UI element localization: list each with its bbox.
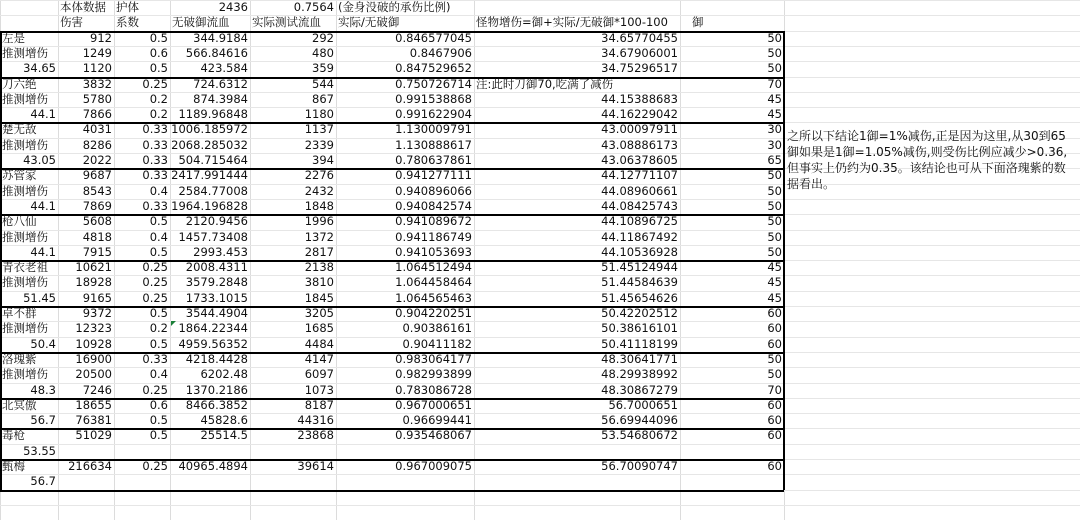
- comment-indicator-icon[interactable]: [171, 321, 176, 326]
- cell-ratio: 0.941053693: [395, 245, 472, 259]
- row-label: 洛瑰紫: [2, 352, 37, 366]
- row-label: 推测增伤: [2, 46, 48, 60]
- cell-coefficient: 0.33: [142, 122, 168, 136]
- cell-defense: 70: [767, 77, 782, 91]
- cell-ratio: 0.8467906: [409, 46, 472, 60]
- cell-no-break-bleed: 874.3984: [193, 92, 248, 106]
- cell-damage: 76381: [75, 413, 112, 427]
- col-header-damage: 伤害: [60, 15, 83, 30]
- cell-no-break-bleed: 2993.453: [193, 245, 248, 259]
- cell-damage: 9687: [82, 168, 112, 182]
- cell-defense: 50: [767, 214, 782, 228]
- cell-ratio: 1.130888617: [395, 138, 472, 152]
- row-label: 56.7: [30, 413, 56, 427]
- cell-actual-bleed: 2817: [304, 245, 334, 259]
- row-label: 卓不群: [2, 306, 37, 320]
- cell-no-break-bleed: 504.715464: [178, 153, 248, 167]
- cell-damage: 7866: [82, 107, 112, 121]
- cell-no-break-bleed: 2068.285032: [171, 138, 248, 152]
- cell-actual-bleed: 1372: [304, 230, 334, 244]
- cell-defense: 60: [767, 321, 782, 335]
- cell-monster-bonus: 56.69944096: [601, 413, 678, 427]
- header-value-07564: 0.7564: [293, 0, 334, 14]
- cell-ratio: [336, 474, 474, 489]
- cell-damage: [58, 474, 114, 489]
- cell-coefficient: 0.6: [149, 398, 168, 412]
- cell-monster-bonus: 34.67906001: [601, 46, 678, 60]
- cell-actual-bleed: 3810: [304, 275, 334, 289]
- row-label: 53.55: [23, 444, 56, 458]
- row-label: 甄梅: [2, 459, 25, 473]
- cell-damage: 20500: [75, 367, 112, 381]
- cell-ratio: 0.991538868: [395, 92, 472, 106]
- cell-actual-bleed: 544: [312, 77, 334, 91]
- cell-defense: 60: [767, 459, 782, 473]
- cell-damage: 912: [90, 31, 112, 45]
- cell-no-break-bleed: 3579.2848: [185, 275, 248, 289]
- cell-monster-bonus: 50.41118199: [601, 337, 678, 351]
- cell-coefficient: 0.25: [142, 275, 168, 289]
- row-label: 50.4: [30, 337, 56, 351]
- row-label: 青衣老祖: [2, 260, 48, 274]
- cell-damage: 1120: [82, 61, 112, 75]
- cell-no-break-bleed: [170, 474, 250, 489]
- cell-damage: 4818: [82, 230, 112, 244]
- cell-actual-bleed: 1848: [304, 199, 334, 213]
- cell-damage: 18928: [75, 275, 112, 289]
- row-label: 推测增伤: [2, 230, 48, 244]
- cell-coefficient: 0.25: [142, 459, 168, 473]
- row-label: 毒枪: [2, 428, 25, 442]
- cell-monster-bonus: 56.7000651: [608, 398, 678, 412]
- cell-coefficient: 0.2: [149, 107, 168, 121]
- row-label: 推测增伤: [2, 367, 48, 381]
- cell-defense: 60: [767, 428, 782, 442]
- header-note: (金身没破的承伤比例): [338, 0, 451, 14]
- cell-actual-bleed: 8187: [304, 398, 334, 412]
- cell-coefficient: 0.33: [142, 199, 168, 213]
- cell-ratio: 1.064512494: [395, 260, 472, 274]
- cell-monster-bonus: 48.30867279: [601, 383, 678, 397]
- cell-coefficient: 0.2: [149, 92, 168, 106]
- cell-defense: 50: [767, 230, 782, 244]
- cell-defense: 70: [767, 383, 782, 397]
- cell-coefficient: 0.4: [149, 367, 168, 381]
- cell-no-break-bleed: 3544.4904: [185, 306, 248, 320]
- row-label: 北冥傲: [2, 398, 37, 412]
- cell-actual-bleed: 2339: [304, 138, 334, 152]
- cell-coefficient: 0.5: [149, 31, 168, 45]
- cell-monster-bonus: [474, 444, 680, 459]
- cell-damage: 10928: [75, 337, 112, 351]
- cell-coefficient: 0.5: [149, 306, 168, 320]
- cell-monster-bonus: 44.16229042: [601, 107, 678, 121]
- cell-actual-bleed: [250, 474, 336, 489]
- cell-ratio: 0.941089672: [395, 214, 472, 228]
- cell-actual-bleed: 480: [312, 46, 334, 60]
- cell-defense: 45: [767, 107, 782, 121]
- cell-monster-bonus: 56.70090747: [601, 459, 678, 473]
- cell-defense: 65: [767, 153, 782, 167]
- cell-defense: 60: [767, 398, 782, 412]
- cell-no-break-bleed: 724.6312: [193, 77, 248, 91]
- cell-monster-bonus: 34.65770455: [601, 31, 678, 45]
- cell-monster-bonus: 50.42202512: [601, 306, 678, 320]
- cell-defense: 60: [767, 306, 782, 320]
- cell-ratio: 1.130009791: [395, 122, 472, 136]
- cell-coefficient: 0.6: [149, 46, 168, 60]
- cell-damage: 5608: [82, 214, 112, 228]
- cell-damage: 10621: [75, 260, 112, 274]
- cell-no-break-bleed: 2008.4311: [185, 260, 248, 274]
- cell-defense: 45: [767, 260, 782, 274]
- cell-coefficient: 0.5: [149, 214, 168, 228]
- cell-no-break-bleed: 1733.1015: [185, 291, 248, 305]
- row-label: 推测增伤: [2, 138, 48, 152]
- cell-ratio: 0.940896066: [395, 184, 472, 198]
- cell-actual-bleed: 2432: [304, 184, 334, 198]
- cell-ratio: 0.90386161: [402, 321, 472, 335]
- cell-actual-bleed: 1996: [304, 214, 334, 228]
- cell-ratio: 0.982993899: [395, 367, 472, 381]
- cell-no-break-bleed: 1370.2186: [185, 383, 248, 397]
- cell-defense: 45: [767, 92, 782, 106]
- cell-ratio: 1.064458464: [395, 275, 472, 289]
- cell-defense: 45: [767, 291, 782, 305]
- cell-damage: 7915: [82, 245, 112, 259]
- cell-no-break-bleed: 1006.185972: [171, 122, 248, 136]
- cell-defense: 50: [767, 184, 782, 198]
- cell-actual-bleed: 3205: [304, 306, 334, 320]
- cell-monster-bonus: 51.44584639: [601, 275, 678, 289]
- cell-actual-bleed: 1073: [304, 383, 334, 397]
- cell-actual-bleed: 6097: [304, 367, 334, 381]
- cell-no-break-bleed: 344.9184: [193, 31, 248, 45]
- row-note: 注:此时刀御70,吃满了减伤: [476, 77, 614, 91]
- cell-no-break-bleed: 2120.9456: [185, 214, 248, 228]
- cell-actual-bleed: 23868: [297, 428, 334, 442]
- cell-monster-bonus: 43.00097911: [601, 122, 678, 136]
- cell-monster-bonus: 51.45124944: [601, 260, 678, 274]
- cell-monster-bonus: 44.11867492: [601, 230, 678, 244]
- cell-ratio: 0.904220251: [395, 306, 472, 320]
- col-header-no-break-bleed: 无破御流血: [172, 15, 230, 30]
- cell-no-break-bleed: 4959.56352: [178, 337, 248, 351]
- cell-damage: 9372: [82, 306, 112, 320]
- cell-actual-bleed: [250, 444, 336, 459]
- cell-damage: 9165: [82, 291, 112, 305]
- cell-monster-bonus: 53.54680672: [601, 428, 678, 442]
- cell-monster-bonus: 44.10536928: [601, 245, 678, 259]
- cell-ratio: [336, 444, 474, 459]
- row-label: 推测增伤: [2, 184, 48, 198]
- row-label: 34.65: [23, 61, 56, 75]
- cell-coefficient: 0.33: [142, 168, 168, 182]
- cell-no-break-bleed: [170, 444, 250, 459]
- cell-coefficient: 0.25: [142, 383, 168, 397]
- cell-coefficient: 0.2: [149, 321, 168, 335]
- cell-monster-bonus: 51.45654626: [601, 291, 678, 305]
- cell-coefficient: 0.25: [142, 260, 168, 274]
- cell-coefficient: 0.4: [149, 230, 168, 244]
- cell-ratio: 0.750726714: [395, 77, 472, 91]
- cell-actual-bleed: 867: [312, 92, 334, 106]
- side-note: 之所以下结论1御=1%减伤,正是因为这里,从30到65御如果是1御=1.05%减伤,则受伤比例应减少>0.36,但事实上仍约为0.35。该结论也可从下面洛瑰紫的数据看出。: [787, 129, 1068, 191]
- cell-actual-bleed: 2138: [304, 260, 334, 274]
- header-value-2436: 2436: [218, 0, 248, 14]
- cell-ratio: 0.783086728: [395, 383, 472, 397]
- col-header-defense: 御: [692, 15, 704, 30]
- cell-ratio: 0.967009075: [395, 459, 472, 473]
- cell-monster-bonus: 48.30641771: [601, 352, 678, 366]
- cell-defense: 50: [767, 245, 782, 259]
- cell-actual-bleed: 39614: [297, 459, 334, 473]
- col-header-actual-bleed: 实际测试流血: [252, 15, 321, 30]
- cell-defense: 45: [767, 275, 782, 289]
- cell-defense: 50: [767, 31, 782, 45]
- cell-no-break-bleed: 1189.96848: [178, 107, 248, 121]
- cell-monster-bonus: 44.10896725: [601, 214, 678, 228]
- cell-ratio: 0.96699441: [402, 413, 472, 427]
- cell-actual-bleed: 359: [312, 61, 334, 75]
- cell-ratio: 0.991622904: [395, 107, 472, 121]
- cell-no-break-bleed: 8466.3852: [185, 398, 248, 412]
- row-label: 44.1: [30, 107, 56, 121]
- cell-no-break-bleed: 1964.196828: [171, 199, 248, 213]
- cell-damage: 18655: [75, 398, 112, 412]
- cell-coefficient: 0.5: [149, 245, 168, 259]
- row-label: 推测增伤: [2, 321, 48, 335]
- cell-no-break-bleed: 40965.4894: [178, 459, 248, 473]
- cell-no-break-bleed: 2417.991444: [171, 168, 248, 182]
- cell-monster-bonus: [474, 474, 680, 489]
- cell-defense: 50: [767, 352, 782, 366]
- cell-actual-bleed: 1685: [304, 321, 334, 335]
- cell-monster-bonus: 43.08886173: [601, 138, 678, 152]
- row-label: 推测增伤: [2, 92, 48, 106]
- cell-defense: 50: [767, 199, 782, 213]
- row-label: 44.1: [30, 245, 56, 259]
- cell-monster-bonus: 43.06378605: [601, 153, 678, 167]
- cell-coefficient: 0.25: [142, 77, 168, 91]
- col-header-coefficient: 系数: [116, 15, 139, 30]
- cell-actual-bleed: 292: [312, 31, 334, 45]
- cell-damage: 16900: [75, 352, 112, 366]
- row-label: 43.05: [23, 153, 56, 167]
- cell-coefficient: 0.5: [149, 413, 168, 427]
- cell-damage: 7246: [82, 383, 112, 397]
- cell-damage: 5780: [82, 92, 112, 106]
- cell-defense: 50: [767, 61, 782, 75]
- cell-ratio: 0.780637861: [395, 153, 472, 167]
- col-header-formula: 怪物增伤=御+实际/无破御*100-100: [476, 15, 668, 30]
- header-hu-ti: 护体: [116, 0, 139, 14]
- cell-ratio: 0.846577045: [395, 31, 472, 45]
- cell-defense: 30: [767, 122, 782, 136]
- cell-actual-bleed: 1845: [304, 291, 334, 305]
- cell-coefficient: 0.25: [142, 291, 168, 305]
- cell-no-break-bleed: 2584.77008: [178, 184, 248, 198]
- cell-no-break-bleed: 6202.48: [200, 367, 248, 381]
- row-label: 枪八仙: [2, 214, 37, 228]
- col-header-ratio: 实际/无破御: [338, 15, 400, 30]
- cell-ratio: 1.064565463: [395, 291, 472, 305]
- cell-damage: 51029: [75, 428, 112, 442]
- cell-damage: [58, 444, 114, 459]
- cell-monster-bonus: 44.08960661: [601, 184, 678, 198]
- cell-no-break-bleed: 25514.5: [200, 428, 248, 442]
- cell-monster-bonus: 44.08425743: [601, 199, 678, 213]
- row-label: 48.3: [30, 383, 56, 397]
- cell-ratio: 0.847529652: [395, 61, 472, 75]
- row-label: 苏管家: [2, 168, 37, 182]
- cell-ratio: 0.940842574: [395, 199, 472, 213]
- cell-defense: 50: [767, 46, 782, 60]
- cell-ratio: 0.941277111: [395, 168, 472, 182]
- cell-actual-bleed: 4147: [304, 352, 334, 366]
- cell-defense: 60: [767, 413, 782, 427]
- cell-no-break-bleed: 1864.22344: [178, 321, 248, 335]
- header-ben-ti: 本体数据: [60, 0, 106, 14]
- cell-damage: 8286: [82, 138, 112, 152]
- cell-coefficient: 0.5: [149, 61, 168, 75]
- cell-ratio: 0.983064177: [395, 352, 472, 366]
- cell-coefficient: 0.4: [149, 184, 168, 198]
- cell-damage: 216634: [68, 459, 112, 473]
- row-label: 刀六绝: [2, 77, 37, 91]
- cell-monster-bonus: 48.29938992: [601, 367, 678, 381]
- cell-coefficient: 0.33: [142, 352, 168, 366]
- cell-no-break-bleed: 1457.73408: [178, 230, 248, 244]
- cell-damage: 7869: [82, 199, 112, 213]
- cell-actual-bleed: 1137: [304, 122, 334, 136]
- cell-actual-bleed: 394: [312, 153, 334, 167]
- cell-monster-bonus: 50.38616101: [601, 321, 678, 335]
- cell-defense: [680, 444, 784, 459]
- cell-monster-bonus: 44.12771107: [601, 168, 678, 182]
- cell-coefficient: 0.33: [142, 138, 168, 152]
- cell-actual-bleed: 1180: [304, 107, 334, 121]
- cell-coefficient: [114, 444, 170, 459]
- cell-no-break-bleed: 4218.4428: [185, 352, 248, 366]
- cell-ratio: 0.935468067: [395, 428, 472, 442]
- cell-damage: 1249: [82, 46, 112, 60]
- cell-no-break-bleed: 566.84616: [185, 46, 248, 60]
- cell-coefficient: [114, 474, 170, 489]
- cell-actual-bleed: 44316: [297, 413, 334, 427]
- table-bottom-border: [0, 490, 784, 492]
- row-label: 左是: [2, 31, 25, 45]
- row-label: 44.1: [30, 199, 56, 213]
- cell-damage: 12323: [75, 321, 112, 335]
- cell-coefficient: 0.33: [142, 153, 168, 167]
- cell-monster-bonus: 44.15388683: [601, 92, 678, 106]
- cell-actual-bleed: 4484: [304, 337, 334, 351]
- cell-no-break-bleed: 423.584: [200, 61, 248, 75]
- row-label: 楚无敌: [2, 122, 37, 136]
- cell-coefficient: 0.5: [149, 337, 168, 351]
- cell-defense: 60: [767, 337, 782, 351]
- cell-ratio: 0.967000651: [395, 398, 472, 412]
- cell-defense: [680, 474, 784, 489]
- row-label: 51.45: [23, 291, 56, 305]
- cell-damage: 4031: [82, 122, 112, 136]
- cell-monster-bonus: 34.75296517: [601, 61, 678, 75]
- cell-coefficient: 0.5: [149, 428, 168, 442]
- cell-ratio: 0.90411182: [402, 337, 472, 351]
- cell-actual-bleed: 2276: [304, 168, 334, 182]
- cell-damage: 3832: [82, 77, 112, 91]
- cell-defense: 30: [767, 138, 782, 152]
- cell-defense: 50: [767, 168, 782, 182]
- row-label: 推测增伤: [2, 275, 48, 289]
- cell-damage: 8543: [82, 184, 112, 198]
- cell-damage: 2022: [82, 153, 112, 167]
- row-label: 56.7: [30, 474, 56, 488]
- grid-row-line: [0, 505, 1080, 506]
- cell-no-break-bleed: 45828.6: [200, 413, 248, 427]
- cell-ratio: 0.941186749: [395, 230, 472, 244]
- cell-defense: 50: [767, 367, 782, 381]
